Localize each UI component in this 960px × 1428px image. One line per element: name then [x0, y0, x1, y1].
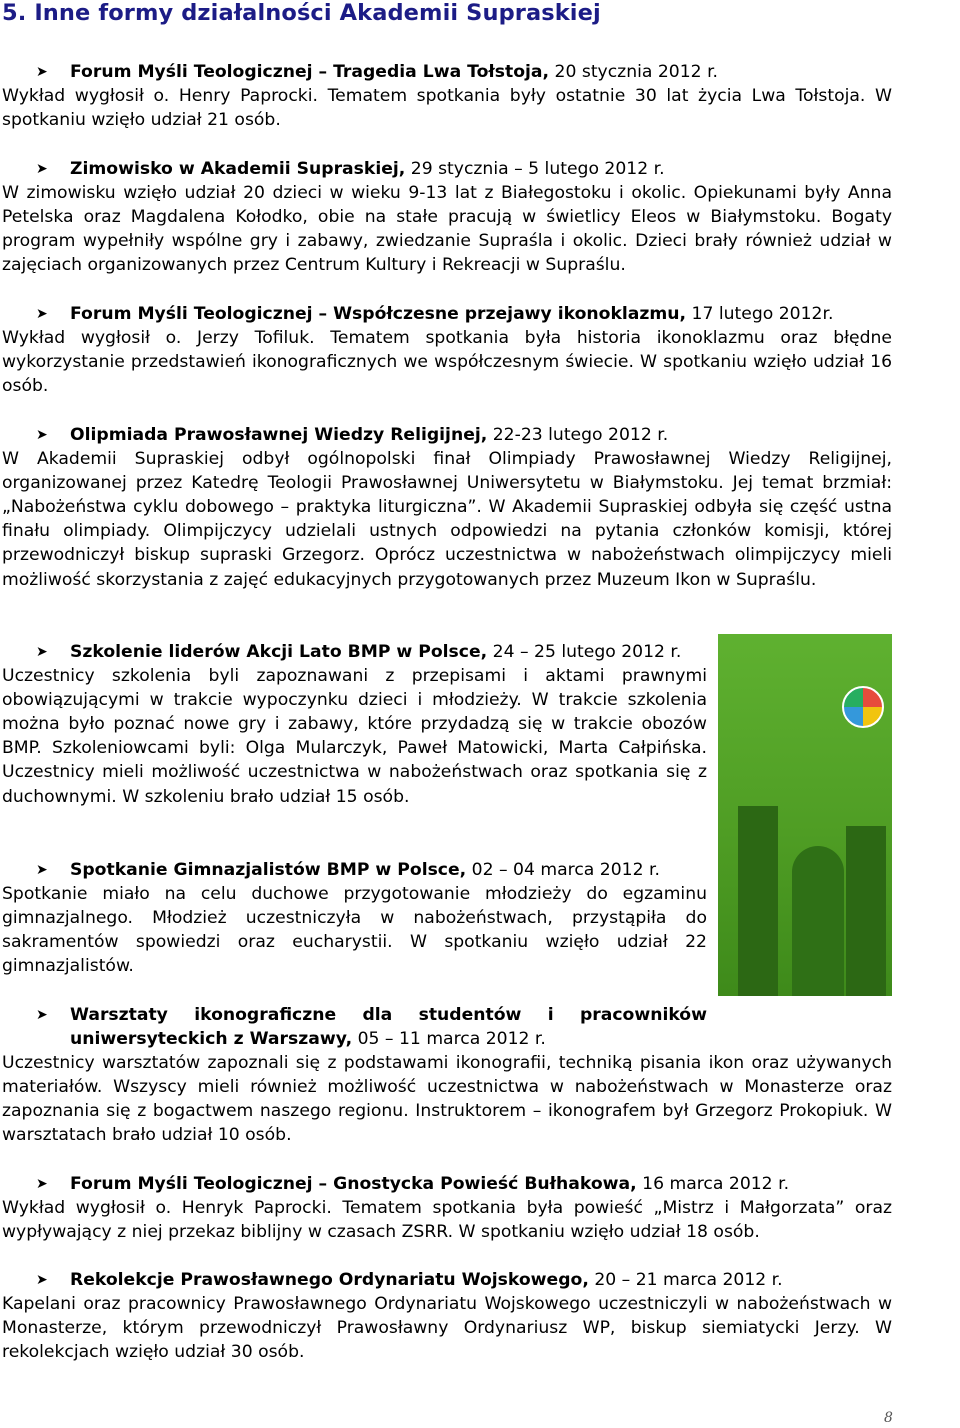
page-title: 5. Inne formy działalności Akademii Supraskiej — [2, 0, 601, 26]
heading-bold: Forum Myśli Teologicznej – Współczesne przejawy ikonoklazmu, — [70, 304, 687, 324]
heading-bold-cont: uniwersyteckich z Warszawy, — [70, 1029, 353, 1050]
arrow-bullet-icon: ➤ — [36, 427, 48, 443]
section-heading — [2, 1172, 892, 1196]
page-number: 8 — [884, 1410, 893, 1426]
heading-date: 05 – 11 marca 2012 r. — [352, 1029, 546, 1050]
arrow-bullet-icon: ➤ — [36, 1007, 48, 1023]
section-spotkanie-gimnazjalistow — [2, 858, 707, 978]
heading-bold: Szkolenie liderów Akcji Lato BMP w Polsce, — [70, 642, 488, 662]
section-heading-cont — [2, 1027, 892, 1051]
heading-date: 22-23 lutego 2012 r. — [487, 425, 669, 445]
section-heading — [2, 858, 707, 882]
heading-bold: Rekolekcje Prawosławnego Ordynariatu Wojskowego, — [70, 1270, 589, 1290]
poster-arch — [792, 846, 844, 996]
heading-date: 02 – 04 marca 2012 r. — [466, 860, 660, 880]
section-heading — [2, 1268, 892, 1292]
section-heading — [2, 423, 892, 447]
section-body: W zimowisku wzięło udział 20 dzieci w wieku 9-13 lat z Białegostoku i okolic. Opiekunami były Anna Petelska oraz Magdalena Kołodko, obie na stałe pracują w świetlicy Eleos w Białymstoku. Bogaty program wypełniły wspólne gry i zabawy, zwiedzanie Supraśla i okolic. Dzieci brały również udział w zajęciach organizowanych przez Centrum Kultury i Rekreacji w Supraślu. — [2, 183, 892, 276]
heading-bold: Olipmiada Prawosławnej Wiedzy Religijnej, — [70, 425, 488, 445]
section-heading — [2, 1003, 707, 1027]
poster-logo — [842, 686, 884, 728]
heading-date: 20 – 21 marca 2012 r. — [588, 1270, 783, 1290]
heading-bold: Warsztaty ikonograficzne dla studentów i pracowników — [70, 1005, 707, 1025]
section-body: W Akademii Supraskiej odbył ogólnopolski finał Olimpiady Prawosławnej Wiedzy Religijnej, organizowanej przez Katedrę Teologii Prawosławnej Uniwersytetu w Białymstoku. Jej temat brzmiał: „Nabożeństwa cyklu dobowego – praktyka liturgiczna”. W Akademii Supraskiej odbyła się część ustna finału olimpiady. Olimpijczycy udzielali ustnych odpowiedzi na pytania członków komisji, której przewodniczył biskup supraski Grzegorz. Oprócz uczestnictwa w nabożeństwach olimpijczycy mieli możliwość skorzystania z zajęć edukacyjnych przygotowanych przez Muzeum Ikon w Supraślu. — [2, 449, 892, 590]
heading-bold: Forum Myśli Teologicznej – Tragedia Lwa Tołstoja, — [70, 62, 550, 82]
heading-date: 17 lutego 2012r. — [686, 304, 834, 324]
section-body: Wykład wygłosił o. Jerzy Tofiluk. Tematem spotkania była historia ikonoklazmu oraz błędne wykorzystanie przedstawień ikonograficznych we współczesnym świecie. W spotkaniu wzięło udział 16 osób. — [2, 328, 892, 397]
section-body: Uczestnicy szkolenia byli zapoznawani z przepisami i aktami prawnymi obowiązującymi w trakcie wypoczynku dzieci i młodzieży. W trakcie szkolenia można było poznać nowe gry i zabawy, które przydadzą się w trakcie obozów BMP. Szkoleniowcami byli: Olga Mularczyk, Paweł Matowicki, Marta Całpińska. Uczestnicy mieli możliwość uczestnictwa w nabożeństwach oraz spotkania się z duchownymi. W szkoleniu brało udział 15 osób. — [2, 666, 707, 807]
section-rekolekcje — [2, 1268, 892, 1364]
event-poster-image — [718, 634, 892, 996]
section-heading — [2, 60, 892, 84]
arrow-bullet-icon: ➤ — [36, 306, 48, 322]
section-forum-bulhakow — [2, 1172, 892, 1244]
section-szkolenie-liderow — [2, 640, 707, 809]
section-body: Wykład wygłosił o. Henryk Paprocki. Tematem spotkania była powieść „Mistrz i Małgorzata” oraz wypływający z niej przekaz biblijny w czasach ZSRR. W spotkaniu wzięło udział 18 osób. — [2, 1198, 892, 1243]
section-warsztaty — [2, 1003, 892, 1148]
poster-tower-left — [738, 806, 778, 996]
section-heading — [2, 157, 892, 181]
section-body: Spotkanie miało na celu duchowe przygotowanie młodzieży do egzaminu gimnazjalnego. Młodzież uczestniczyła w nabożeństwach, przystąpiła do sakramentów spowiedzi oraz eucharystii. W spotkaniu wzięło udział 22 gimnazjalistów. — [2, 884, 707, 977]
section-forum-tolstoj — [2, 60, 892, 132]
section-olimpiada — [2, 423, 892, 592]
section-body: Wykład wygłosił o. Henry Paprocki. Tematem spotkania były ostatnie 30 lat życia Lwa Tołstoja. W spotkaniu wzięło udział 21 osób. — [2, 86, 892, 131]
section-body: Uczestnicy warsztatów zapoznali się z podstawami ikonografii, techniką pisania ikon oraz używanych materiałów. Wszyscy mieli również możliwość uczestnictwa w nabożeństwach w Monasterze oraz zapoznania się z bogactwem naszego regionu. Instruktorem – ikonografem był Grzegorz Prokopiuk. W warsztatach brało udział 10 osób. — [2, 1053, 892, 1146]
heading-date: 20 stycznia 2012 r. — [549, 62, 719, 82]
heading-bold: Zimowisko w Akademii Supraskiej, — [70, 159, 406, 179]
heading-bold: Spotkanie Gimnazjalistów BMP w Polsce, — [70, 860, 467, 880]
arrow-bullet-icon: ➤ — [36, 1176, 48, 1192]
section-heading — [2, 302, 892, 326]
section-body: Kapelani oraz pracownicy Prawosławnego Ordynariatu Wojskowego uczestniczyli w nabożeństwach w Monasterze, którym przewodniczył Prawosławny Ordynariusz WP, biskup siemiatycki Jerzy. W rekolekcjach wzięło udział 30 osób. — [2, 1294, 892, 1363]
arrow-bullet-icon: ➤ — [36, 862, 48, 878]
heading-date: 29 stycznia – 5 lutego 2012 r. — [405, 159, 665, 179]
section-forum-ikonoklazm — [2, 302, 892, 398]
arrow-bullet-icon: ➤ — [36, 64, 48, 80]
poster-tower-right — [846, 826, 886, 996]
arrow-bullet-icon: ➤ — [36, 1272, 48, 1288]
arrow-bullet-icon: ➤ — [36, 161, 48, 177]
section-heading — [2, 640, 707, 664]
heading-bold: Forum Myśli Teologicznej – Gnostycka Powieść Bułhakowa, — [70, 1174, 637, 1194]
arrow-bullet-icon: ➤ — [36, 644, 48, 660]
heading-date: 24 – 25 lutego 2012 r. — [487, 642, 682, 662]
heading-date: 16 marca 2012 r. — [636, 1174, 790, 1194]
section-zimowisko — [2, 157, 892, 277]
